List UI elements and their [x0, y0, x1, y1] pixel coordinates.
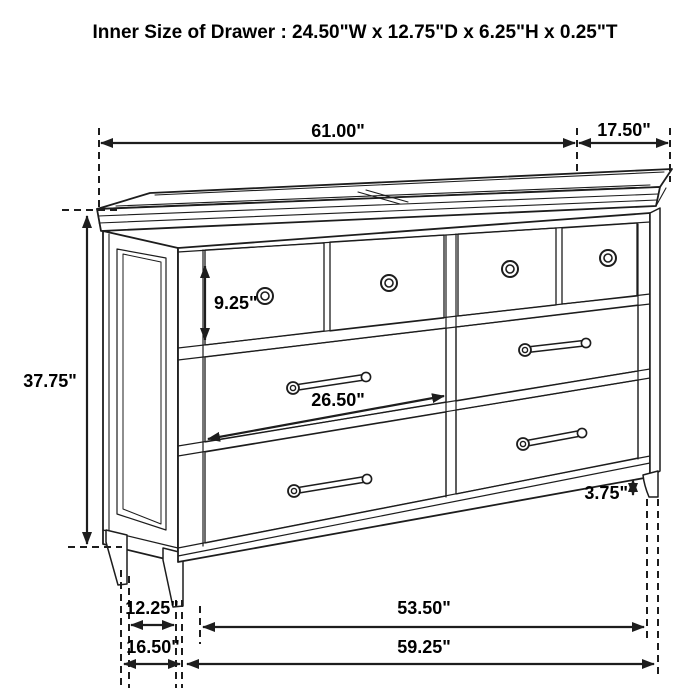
back-left-leg	[106, 530, 127, 585]
dresser-drawing	[97, 169, 672, 607]
right-side-edge	[650, 208, 660, 477]
dim-leg-height	[584, 480, 633, 503]
dim-label-drawer-width: 26.50"	[311, 390, 365, 410]
dim-label-front-leg-span: 53.50"	[397, 598, 451, 618]
side-panel-outline	[103, 231, 178, 562]
dim-label-top-drawer-height: 9.25"	[214, 293, 258, 313]
dim-front-leg-span	[203, 598, 644, 627]
page-title: Inner Size of Drawer : 24.50"W x 12.75"D x 6.25"H x 0.25"T	[92, 22, 618, 43]
dresser-side-panel	[103, 231, 183, 607]
front-right-leg	[643, 471, 658, 497]
dresser-front-face	[178, 213, 650, 562]
dim-label-top-width: 61.00"	[311, 121, 365, 141]
dim-side-leg-span	[125, 598, 179, 625]
dim-label-leg-height: 3.75"	[584, 483, 628, 503]
dim-label-base-depth: 16.50"	[126, 637, 180, 657]
dim-base-width	[187, 637, 654, 664]
dim-label-overall-height: 37.75"	[23, 371, 77, 391]
dim-label-base-width: 59.25"	[397, 637, 451, 657]
dim-label-top-depth: 17.50"	[597, 120, 651, 140]
dim-base-depth	[124, 637, 180, 664]
dim-label-side-leg-span: 12.25"	[125, 598, 179, 618]
